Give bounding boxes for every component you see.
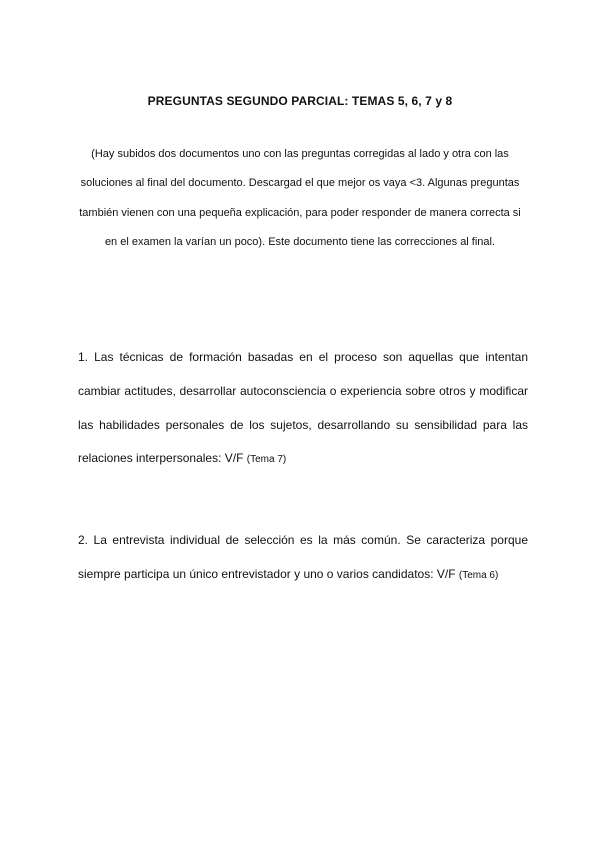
question-topic-tag: (Tema 6) [458,569,499,581]
question-text: 1. Las técnicas de formación basadas en el proceso son aquellas que intentan cambiar actitudes, desarrollar autoconsciencia o experiencia sobre otros y modificar las habilidades personales de los sujetos, desarrollando su sensibilidad para las relaciones interpersonales: V/F [78,350,528,466]
question-topic-tag: (Tema 7) [246,454,287,466]
intro-paragraph: (Hay subidos dos documentos uno con las preguntas corregidas al lado y otra con las soluciones al final del documento. Descargad el que mejor os vaya <3. Algunas preguntas también vienen con una pequeña explicación, para poder responder de manera correcta si en el examen la varían un poco). Este documento tiene las correcciones al final. [79,148,521,249]
question-1 [78,341,528,477]
question-text: 2. La entrevista individual de selección es la más común. Se caracteriza porque siempre participa un único entrevistador y uno o varios candidatos: V/F [78,533,528,581]
question-2 [78,524,528,593]
document-title: PREGUNTAS SEGUNDO PARCIAL: TEMAS 5, 6, 7 y 8 [147,94,453,108]
